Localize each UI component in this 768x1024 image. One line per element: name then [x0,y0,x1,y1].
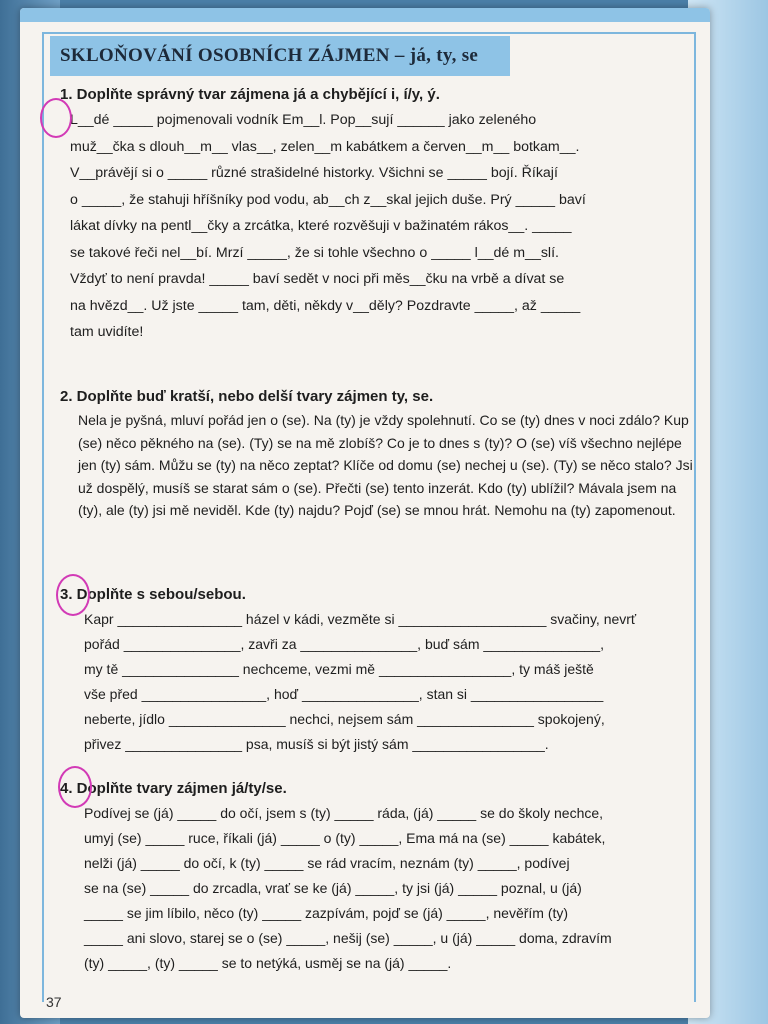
exercise-1-line: V__právějí si o _____ různé strašidelné historky. Všichni se _____ bojí. Říkají [70,165,558,181]
exercise-3-title: 3. Doplňte s sebou/sebou. [60,586,246,603]
exercise-1-line: se takové řeči nel__bí. Mrzí _____, že si tohle všechno o _____ l__dé m__slí. [70,244,559,261]
annotation-circle [56,574,90,616]
annotation-circle [58,766,92,808]
exercise-1-line: na hvězd__. Už jste _____ tam, děti, někdy v__děly? Pozdravte _____, až _____ [70,297,581,314]
page-number: 37 [46,994,62,1010]
exercise-4 [60,780,700,976]
exercise-1-line: lákat dívky na pentl__čky a zrcátka, které rozvěšuji v bažinatém rákos__. _____ [70,218,572,234]
exercise-4-title: 4. Doplňte tvary zájmen já/ty/se. [60,780,287,797]
exercise-4-line: _____ ani slovo, starej se o (se) _____, nešij (se) _____, u (já) _____ doma, zdravím [84,930,612,946]
exercise-3-line: my tě _______________ nechceme, vezmi mě _________________, ty máš ještě [84,661,594,677]
exercise-3-line: Kapr ________________ házel v kádi, vezměte si ___________________ svačiny, nevrť [84,611,637,627]
exercise-4-line: umyj (se) _____ ruce, říkali (já) _____ o (ty) _____, Ema má na (se) _____ kabátek, [84,830,606,846]
exercise-4-line: Podívej se (já) _____ do očí, jsem s (ty) _____ ráda, (já) _____ se do školy nechce, [84,805,604,821]
exercise-2-title: 2. Doplňte buď kratší, nebo delší tvary zájmen ty, se. [60,388,434,405]
exercise-4-line: (ty) _____, (ty) _____ se to netýká, usměj se na (já) _____. [84,955,452,971]
exercise-3 [60,586,700,757]
annotation-circle [40,98,72,138]
exercise-1-line: o _____, že stahuji hříšníky pod vodu, ab__ch z__skal jejich duše. Prý _____ baví [70,191,586,208]
exercise-3-line: vše před ________________, hoď _______________, stan si _________________ [84,686,604,702]
exercise-1-title: 1. Doplňte správný tvar zájmena já a chybějící i, í/y, ý. [60,86,440,103]
exercise-3-line: pořád _______________, zavři za _______________, buď sám _______________, [84,636,605,652]
exercise-1-line: Vždyť to není pravda! _____ baví sedět v noci při měs__čku na vrbě a dívat se [70,271,565,287]
exercise-3-line: neberte, jídlo _______________ nechci, nejsem sám _______________ spokojený, [84,711,605,727]
exercise-4-line: _____ se jim líbilo, něco (ty) _____ zazpívám, pojď se (já) _____, nevěřím (ty) [84,905,569,921]
exercise-4-line: nelži (já) _____ do očí, k (ty) _____ se rád vracím, neznám (ty) _____, podívej [84,855,570,871]
workbook-page [20,8,710,1018]
title-bar [50,36,510,76]
top-color-band [20,8,710,22]
exercise-2-text: Nela je pyšná, mluví pořád jen o (se). Na (ty) je vždy spolehnutí. Co se (ty) dnes v noci zdálo? Kup (se) něco pěkného na (se). (Ty) se na mě zlobíš? Co je to dnes s (ty)? O (se) víš všechno nejlépe jen (ty) sám. Můžu se (ty) na něco zeptat? Klíče od domu (se) nechej u (se). (Ty) se něco stalo? Jsi už dospělý, musíš se starat sám o (se). Přečti (se) tento inzerát. Kdo (ty) ublížil? Mávala jsem na (ty), ale (ty) jsi mě neviděl. Kde (ty) najdu? Pojď (se) se mnou hrát. Nemohu na (ty) zapomenout. [78,412,693,518]
page-title: SKLOŇOVÁNÍ OSOBNÍCH ZÁJMEN – já, ty, se [60,45,479,66]
exercise-1-line: muž__čka s dlouh__m__ vlas__, zelen__m kabátkem a červen__m__ botkam__. [70,138,580,155]
exercise-1 [60,86,700,346]
exercise-2 [60,388,700,522]
exercise-3-line: přivez _______________ psa, musíš si být jistý sám _________________. [84,736,549,752]
exercise-1-line: L__dé _____ pojmenovali vodník Em__l. Pop__sují ______ jako zeleného [70,112,537,128]
exercise-4-line: se na (se) _____ do zrcadla, vrať se ke (já) _____, ty jsi (já) _____ poznal, u (já) [84,880,582,896]
exercise-1-line: tam uvidíte! [70,324,144,340]
